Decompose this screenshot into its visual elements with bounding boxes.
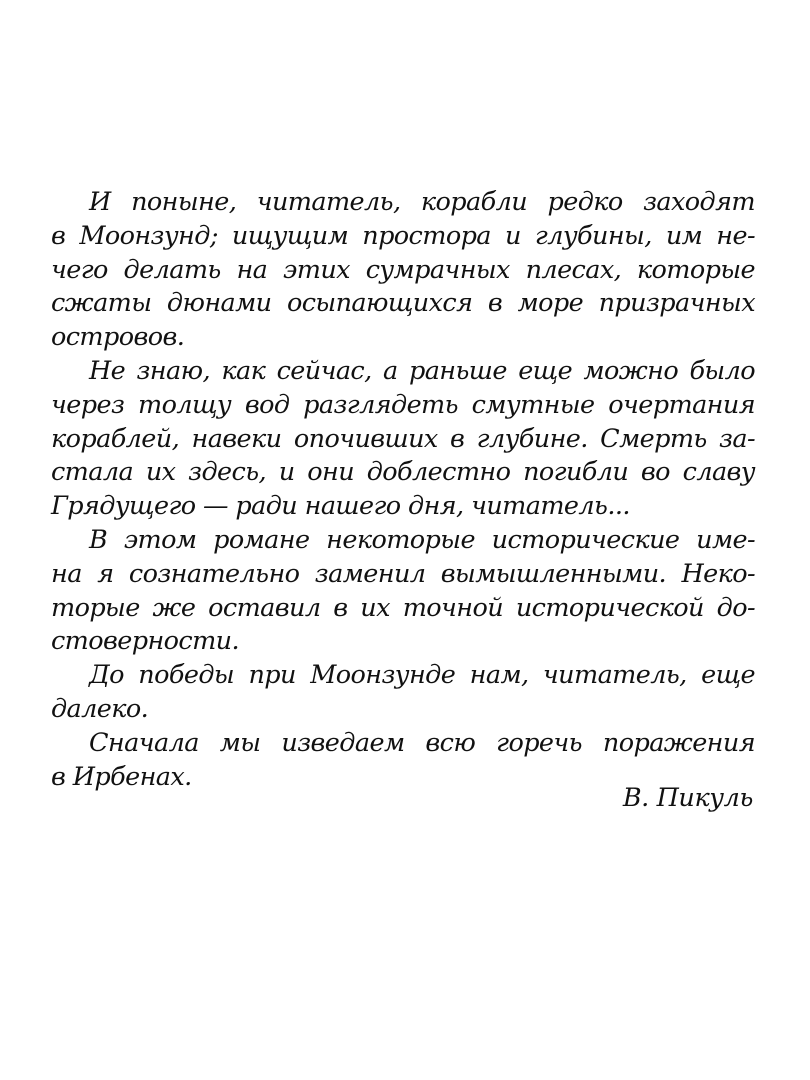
text-line: В этом романе некоторые исторические име- xyxy=(89,524,755,555)
text-line: кораблей, навеки опочивших в глубине. Смерть за- xyxy=(51,423,755,454)
text-line: стоверности. xyxy=(51,626,240,657)
text-line: Грядущего — ради нашего дня, читатель... xyxy=(51,491,630,522)
text-line: Не знаю, как сейчас, а раньше еще можно было xyxy=(89,355,755,386)
text-line: торые же оставил в их точной исторической до- xyxy=(51,592,755,623)
paragraph-3 xyxy=(51,524,755,659)
text-line: стала их здесь, и они доблестно погибли во славу xyxy=(51,457,755,488)
text-line: далеко. xyxy=(51,693,149,724)
text-line: в Ирбенах. xyxy=(51,761,192,792)
paragraph-4 xyxy=(51,659,755,727)
text-line: на я сознательно заменил вымышленными. Неко- xyxy=(51,558,755,589)
text-line: До победы при Моонзунде нам, читатель, еще xyxy=(89,660,755,691)
text-line: в Моонзунд; ищущим простора и глубины, им не- xyxy=(51,220,755,251)
body-text xyxy=(51,186,755,794)
text-line: через толщу вод разглядеть смутные очертания xyxy=(51,389,755,420)
text-line: сжаты дюнами осыпающихся в море призрачных xyxy=(51,288,755,319)
paragraph-2 xyxy=(51,355,755,524)
paragraph-1 xyxy=(51,186,755,355)
text-line: островов. xyxy=(51,322,185,353)
author-signature: В. Пикуль xyxy=(622,783,753,813)
text-line: чего делать на этих сумрачных плесах, которые xyxy=(51,254,755,285)
text-line: И поныне, читатель, корабли редко заходят xyxy=(89,187,755,217)
text-line: Сначала мы изведаем всю горечь поражения xyxy=(89,727,755,758)
